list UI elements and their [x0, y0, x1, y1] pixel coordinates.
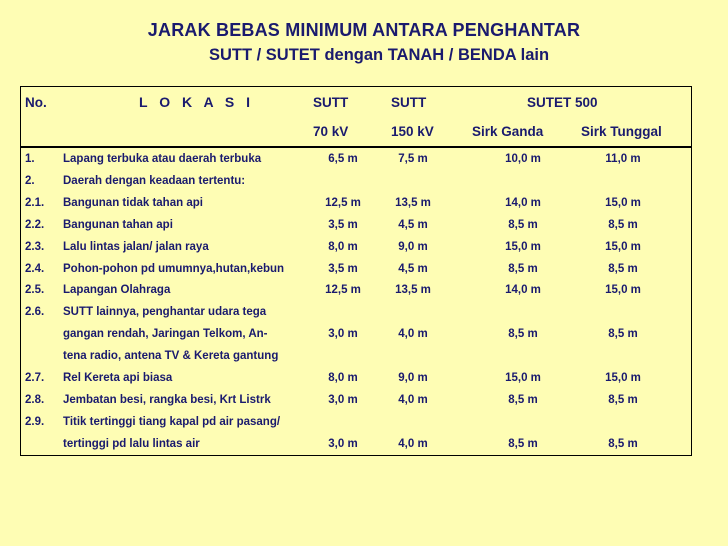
header-sirk-tunggal: Sirk Tunggal — [581, 124, 662, 139]
row-number: 2.1. — [25, 196, 45, 209]
row-number: 2.2. — [25, 218, 45, 231]
row-sutt-150: 9,0 m — [398, 372, 428, 384]
row-sirk-tunggal: 15,0 m — [605, 196, 641, 209]
row-sutt-70: 8,0 m — [328, 240, 358, 253]
header-sutet-500: SUTET 500 — [527, 95, 598, 110]
row-number: 2.6. — [25, 306, 45, 319]
row-lokasi: Lapang terbuka atau daerah terbuka — [63, 153, 262, 165]
row-sirk-tunggal: 8,5 m — [608, 218, 638, 231]
row-sirk-ganda: 8,5 m — [508, 262, 538, 275]
row-number: 2.5. — [25, 284, 45, 297]
table-row — [21, 194, 691, 216]
table-row — [21, 281, 691, 303]
row-sirk-tunggal: 15,0 m — [605, 372, 641, 384]
row-sutt-70: 3,5 m — [328, 262, 358, 275]
table-header — [20, 86, 692, 147]
header-sutt-150-kv: 150 kV — [391, 124, 434, 139]
table-row — [21, 303, 691, 325]
row-sirk-tunggal: 8,5 m — [608, 437, 638, 450]
row-sirk-ganda: 8,5 m — [508, 328, 538, 341]
table-row — [21, 413, 691, 435]
row-sutt-70: 3,0 m — [328, 393, 358, 406]
row-sirk-tunggal: 15,0 m — [605, 284, 641, 297]
row-sirk-ganda: 15,0 m — [505, 240, 541, 253]
row-lokasi: Rel Kereta api biasa — [63, 372, 173, 384]
row-number: 2.9. — [25, 415, 45, 428]
table-row — [21, 347, 691, 369]
row-sirk-tunggal: 8,5 m — [608, 328, 638, 341]
row-sutt-70: 6,5 m — [328, 153, 358, 165]
row-sirk-tunggal: 8,5 m — [608, 393, 638, 406]
row-sutt-70: 3,0 m — [328, 437, 358, 450]
row-lokasi: tertinggi pd lalu lintas air — [63, 437, 200, 450]
row-lokasi: Lapangan Olahraga — [63, 284, 171, 297]
row-sutt-150: 13,5 m — [395, 196, 431, 209]
row-sutt-150: 4,0 m — [398, 328, 428, 341]
table-row — [21, 391, 691, 413]
row-number: 2.3. — [25, 240, 45, 253]
row-number: 1. — [25, 153, 35, 165]
header-no: No. — [25, 95, 47, 110]
row-lokasi: Pohon-pohon pd umumnya,hutan,kebun — [63, 262, 285, 275]
row-sutt-150: 4,0 m — [398, 393, 428, 406]
page-title: JARAK BEBAS MINIMUM ANTARA PENGHANTAR — [147, 20, 581, 40]
header-sutt-70: SUTT — [313, 95, 349, 110]
table-row — [21, 172, 691, 194]
header-sutt-150: SUTT — [391, 95, 427, 110]
row-lokasi: Bangunan tahan api — [63, 218, 173, 231]
table-row — [21, 238, 691, 260]
row-sutt-70: 12,5 m — [325, 284, 361, 297]
row-lokasi: Titik tertinggi tiang kapal pd air pasang/ — [63, 415, 281, 428]
row-sutt-150: 4,5 m — [398, 218, 428, 231]
row-sutt-70: 12,5 m — [325, 196, 361, 209]
row-lokasi: SUTT lainnya, penghantar udara tega — [63, 306, 267, 319]
row-sirk-tunggal: 15,0 m — [605, 240, 641, 253]
row-lokasi: gangan rendah, Jaringan Telkom, An- — [63, 328, 268, 341]
row-sutt-70: 3,0 m — [328, 328, 358, 341]
row-lokasi: Jembatan besi, rangka besi, Krt Listrk — [63, 393, 271, 406]
row-sutt-150: 4,5 m — [398, 262, 428, 275]
row-number: 2. — [25, 174, 35, 187]
table-body — [20, 147, 692, 456]
row-sirk-ganda: 8,5 m — [508, 218, 538, 231]
row-sirk-ganda: 10,0 m — [505, 153, 541, 165]
row-lokasi: Daerah dengan keadaan tertentu: — [63, 174, 246, 187]
header-sirk-ganda: Sirk Ganda — [472, 124, 544, 139]
header-sutt-70-kv: 70 kV — [313, 124, 349, 139]
row-sutt-150: 13,5 m — [395, 284, 431, 297]
page-subtitle: SUTT / SUTET dengan TANAH / BENDA lain — [208, 46, 550, 64]
row-sutt-150: 9,0 m — [398, 240, 428, 253]
row-sirk-ganda: 14,0 m — [505, 284, 541, 297]
row-number: 2.8. — [25, 393, 45, 406]
row-sutt-150: 7,5 m — [398, 153, 428, 165]
table-row — [21, 260, 691, 282]
table-row — [21, 369, 691, 391]
row-sutt-150: 4,0 m — [398, 437, 428, 450]
header-lokasi: L O K A S I — [139, 94, 255, 110]
row-lokasi: tena radio, antena TV & Kereta gantung — [63, 350, 279, 363]
row-sirk-ganda: 8,5 m — [508, 437, 538, 450]
row-sirk-ganda: 8,5 m — [508, 393, 538, 406]
row-sutt-70: 8,0 m — [328, 372, 358, 384]
row-sutt-70: 3,5 m — [328, 218, 358, 231]
table-row — [21, 150, 691, 172]
row-sirk-ganda: 15,0 m — [505, 372, 541, 384]
table-row — [21, 216, 691, 238]
row-lokasi: Lalu lintas jalan/ jalan raya — [63, 240, 209, 253]
row-number: 2.7. — [25, 372, 45, 384]
row-sirk-tunggal: 8,5 m — [608, 262, 638, 275]
row-sirk-ganda: 14,0 m — [505, 196, 541, 209]
row-number: 2.4. — [25, 262, 45, 275]
table-row — [21, 435, 691, 457]
row-lokasi: Bangunan tidak tahan api — [63, 196, 203, 209]
table-row — [21, 325, 691, 347]
row-sirk-tunggal: 11,0 m — [605, 153, 641, 165]
